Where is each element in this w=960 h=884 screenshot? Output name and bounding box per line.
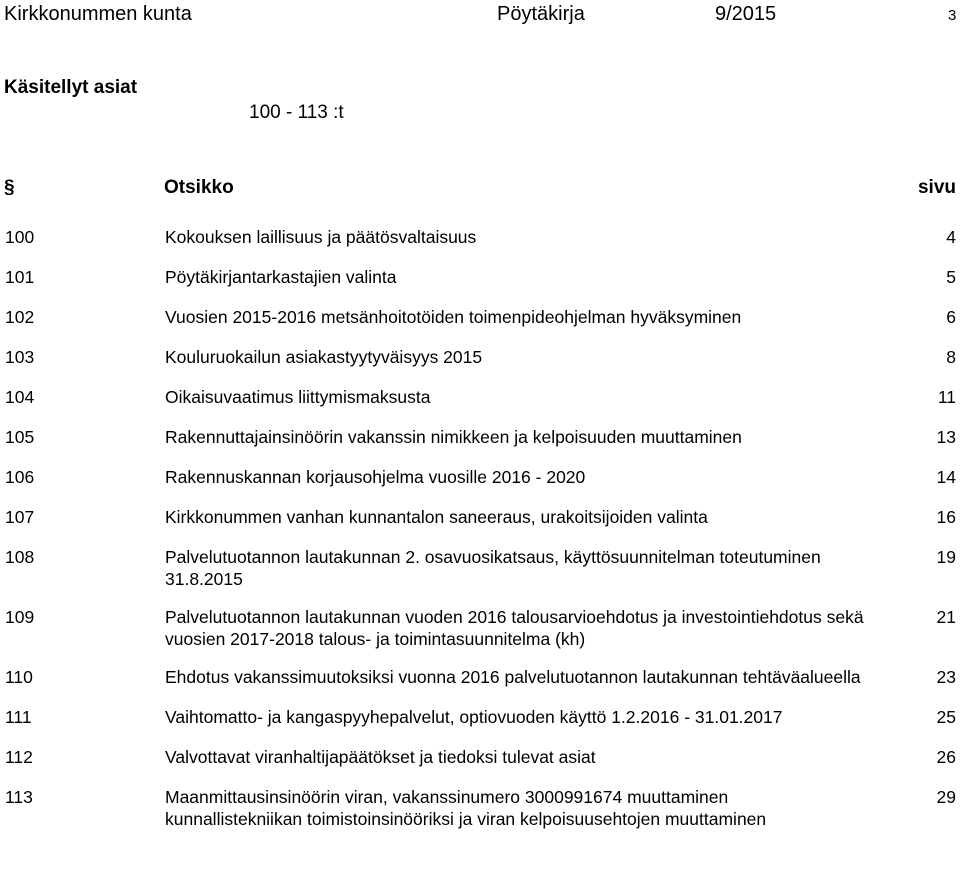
row-title: Palvelutuotannon lautakunnan 2. osavuosikatsaus, käyttösuunnitelman toteutuminen 31.8.2015 <box>165 547 821 589</box>
row-page: 11 <box>937 387 956 407</box>
row-page: 26 <box>936 747 956 767</box>
agenda-row <box>0 706 960 728</box>
row-page: 25 <box>936 707 956 727</box>
agenda-row <box>0 386 960 408</box>
agenda-row <box>0 306 960 328</box>
row-page: 8 <box>946 347 956 367</box>
section-title: Käsitellyt asiat <box>4 77 138 98</box>
row-title: Rakennuttajainsinöörin vakanssin nimikkeen ja kelpoisuuden muuttaminen <box>165 427 742 447</box>
row-number: 105 <box>5 427 35 447</box>
row-page: 21 <box>936 607 956 627</box>
agenda-row <box>0 266 960 288</box>
row-page: 6 <box>946 307 956 327</box>
row-title: Oikaisuvaatimus liittymismaksusta <box>165 387 431 407</box>
row-number: 108 <box>5 547 35 567</box>
row-title: Rakennuskannan korjausohjelma vuosille 2016 - 2020 <box>165 467 586 487</box>
municipality-name: Kirkkonummen kunta <box>4 3 192 25</box>
row-number: 102 <box>5 307 35 327</box>
agenda-row <box>0 786 960 830</box>
column-header-page: sivu <box>917 177 956 198</box>
row-number: 111 <box>5 707 32 727</box>
row-page: 23 <box>936 667 956 687</box>
agenda-row <box>0 426 960 448</box>
row-title: Kokouksen laillisuus ja päätösvaltaisuus <box>165 227 477 247</box>
agenda-row <box>0 466 960 488</box>
row-number: 113 <box>5 787 33 807</box>
row-number: 104 <box>5 387 35 407</box>
agenda-row <box>0 666 960 688</box>
document-type: Pöytäkirja <box>497 3 585 25</box>
row-number: 110 <box>5 667 33 687</box>
row-title: Vuosien 2015-2016 metsänhoitotöiden toimenpideohjelman hyväksyminen <box>165 307 742 327</box>
row-number: 101 <box>5 267 35 287</box>
row-number: 100 <box>5 227 35 247</box>
row-title: Valvottavat viranhaltijapäätökset ja tiedoksi tulevat asiat <box>165 747 596 767</box>
row-title: Kirkkonummen vanhan kunnantalon saneeraus, urakoitsijoiden valinta <box>165 507 708 527</box>
row-number: 112 <box>5 747 33 767</box>
row-number: 107 <box>5 507 35 527</box>
agenda-row <box>0 506 960 528</box>
column-header-section: § <box>4 177 15 198</box>
row-title: Ehdotus vakanssimuutoksiksi vuonna 2016 palvelutuotannon lautakunnan tehtäväalueella <box>165 667 861 687</box>
row-title: Pöytäkirjantarkastajien valinta <box>165 267 397 287</box>
row-page: 16 <box>936 507 956 527</box>
row-page: 13 <box>936 427 956 447</box>
page-number: 3 <box>948 7 957 24</box>
row-number: 109 <box>5 607 35 627</box>
section-range: 100 - 113 :t <box>249 102 344 123</box>
row-number: 106 <box>5 467 35 487</box>
row-number: 103 <box>5 347 35 367</box>
row-title: Palvelutuotannon lautakunnan vuoden 2016 talousarvioehdotus ja investointiehdotus sekä vuosien 2017-2018 talous- ja toimintasuunnitelma (kh) <box>165 607 864 649</box>
meeting-number: 9/2015 <box>715 3 777 25</box>
column-header-title: Otsikko <box>164 177 234 198</box>
agenda-list <box>0 226 960 830</box>
row-title: Maanmittausinsinöörin viran, vakanssinumero 3000991674 muuttaminen kunnallistekniikan toimistoinsinööriksi ja viran kelpoisuusehtojen muuttaminen <box>165 787 767 829</box>
agenda-row <box>0 226 960 248</box>
row-title: Vaihtomatto- ja kangaspyyhepalvelut, optiovuoden käyttö 1.2.2016 - 31.01.2017 <box>165 707 783 727</box>
agenda-row <box>0 606 960 650</box>
row-page: 4 <box>946 227 956 247</box>
row-page: 19 <box>936 547 956 567</box>
agenda-row <box>0 746 960 768</box>
row-page: 29 <box>936 787 956 807</box>
agenda-row <box>0 546 960 590</box>
row-page: 14 <box>936 467 956 487</box>
row-title: Kouluruokailun asiakastyytyväisyys 2015 <box>165 347 483 367</box>
agenda-row <box>0 346 960 368</box>
row-page: 5 <box>946 267 956 287</box>
